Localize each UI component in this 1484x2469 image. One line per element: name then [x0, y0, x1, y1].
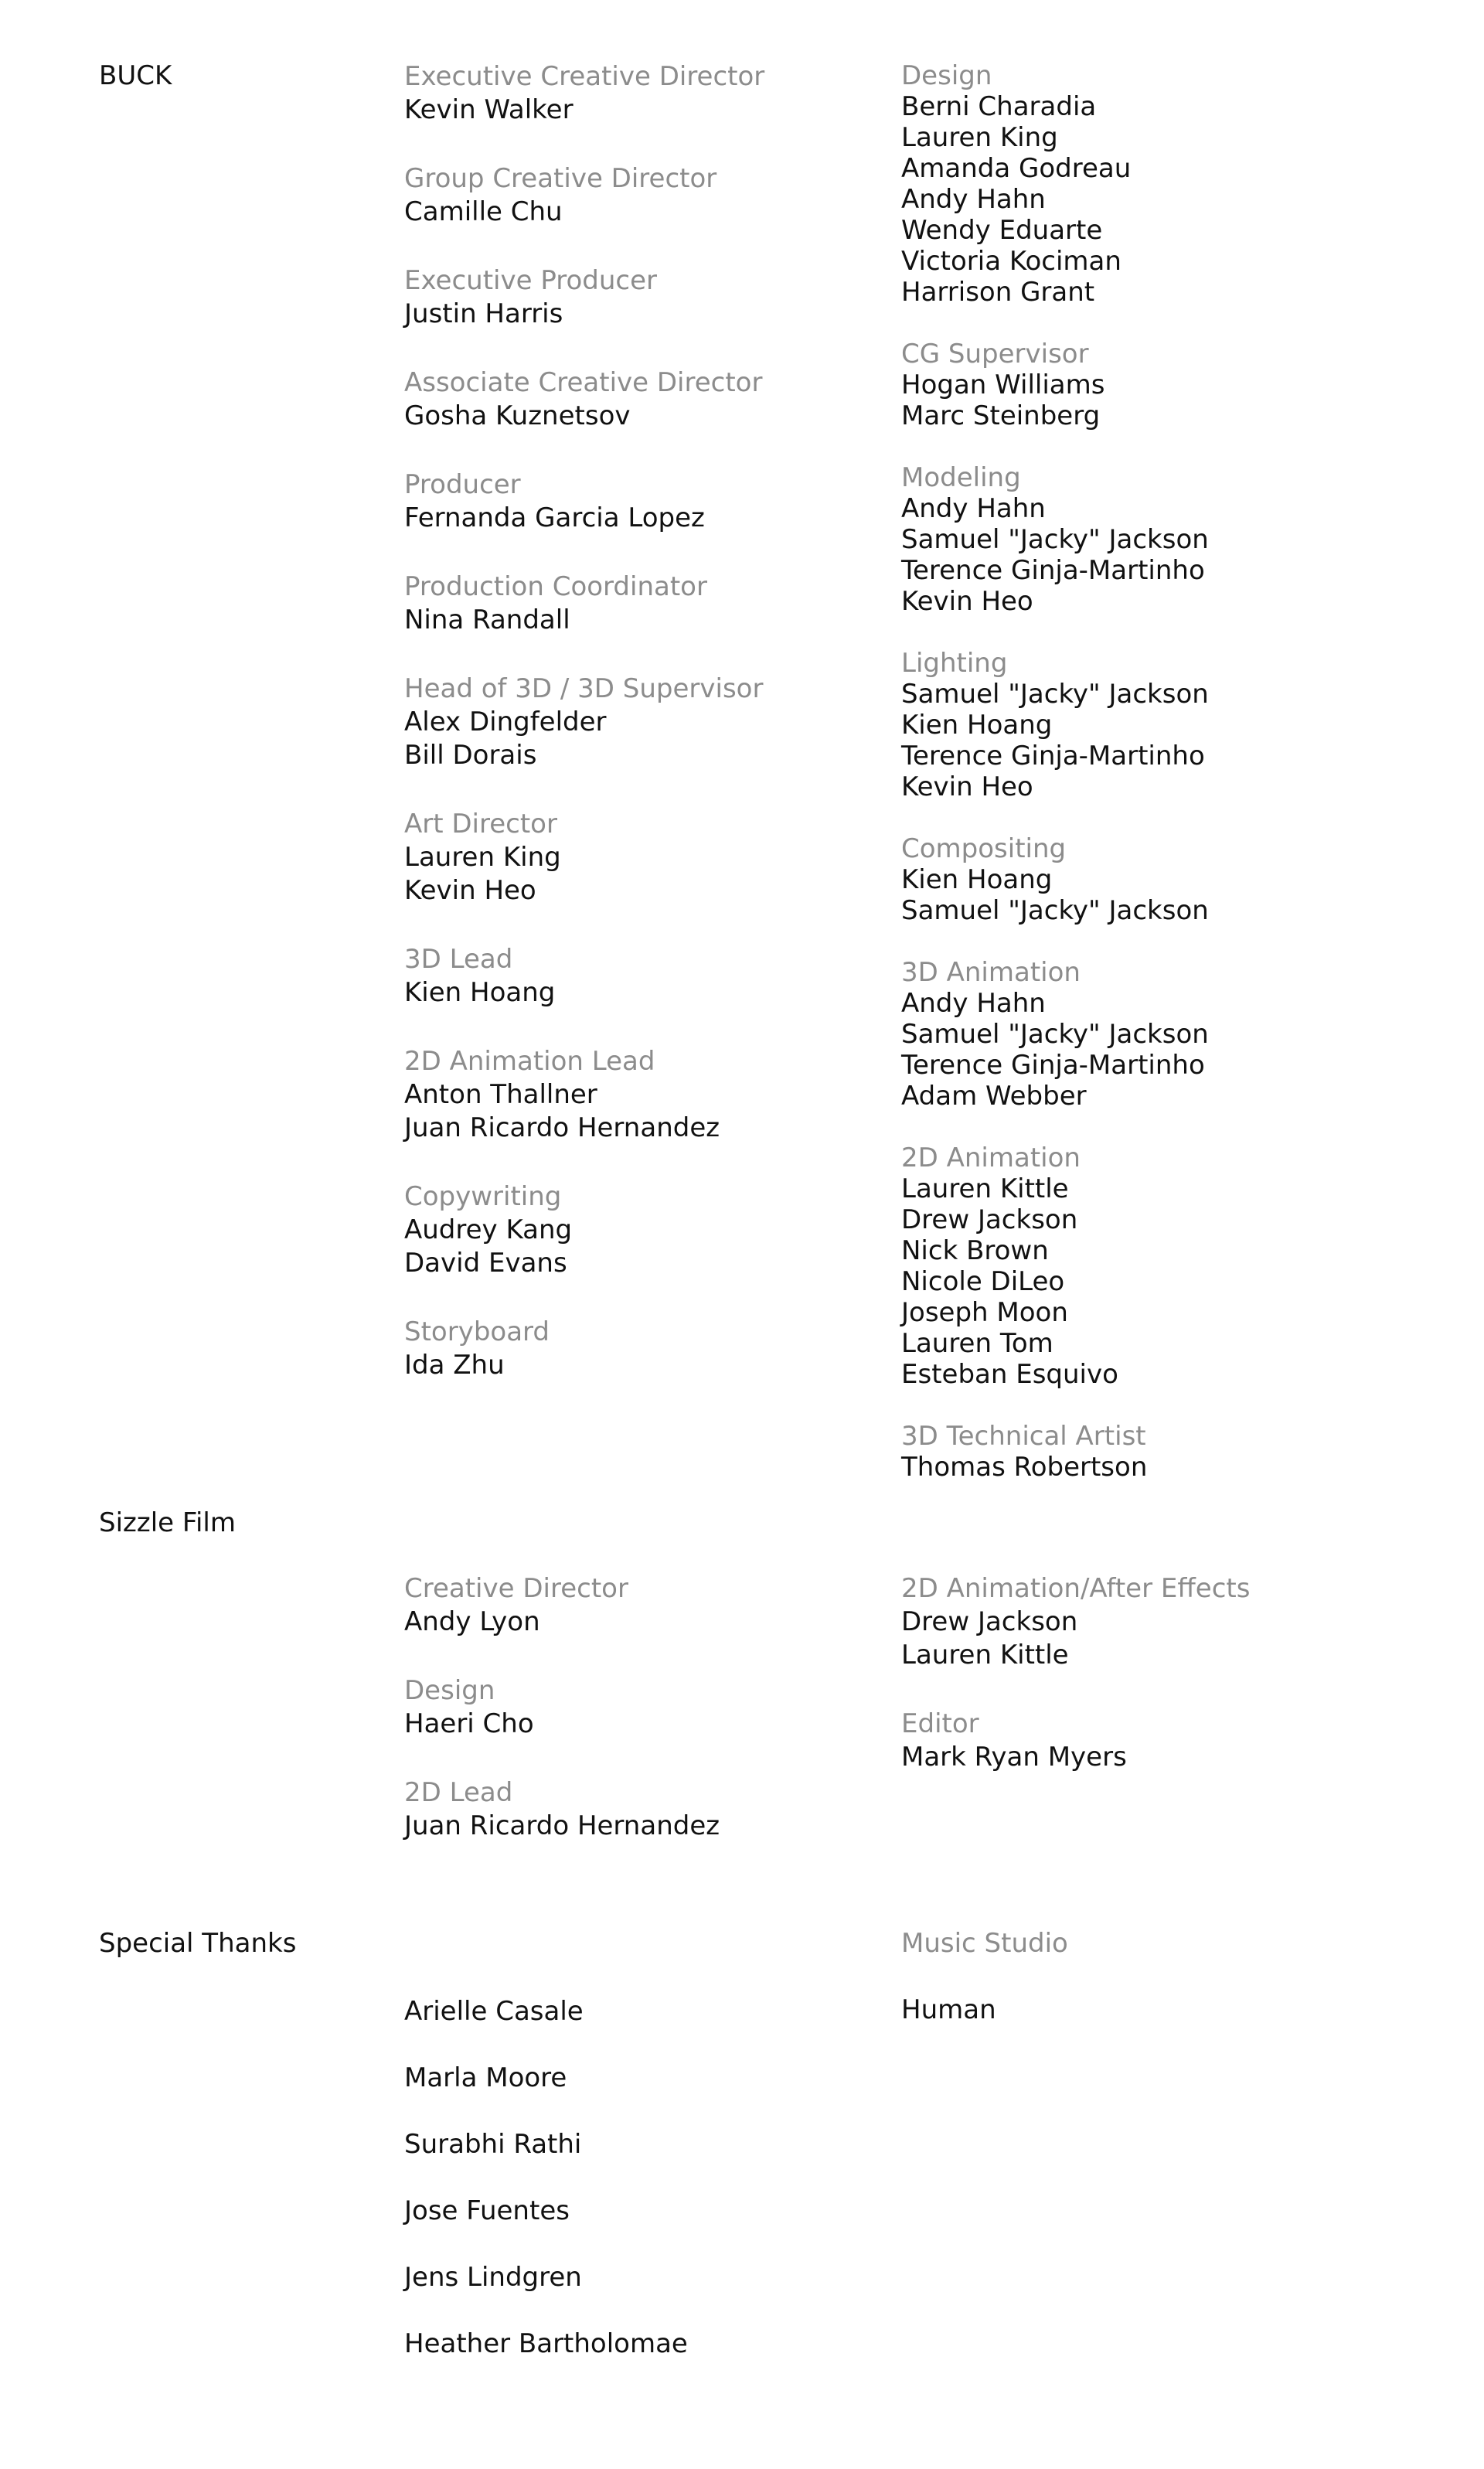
- buck-left-column: [404, 60, 868, 1418]
- credit-group: [901, 1708, 1442, 1774]
- credit-name: Audrey Kang: [404, 1214, 573, 1245]
- credit-role: Executive Creative Director: [404, 61, 765, 92]
- credit-role: CG Supervisor: [901, 339, 1089, 369]
- credit-name: Samuel "Jacky" Jackson: [901, 679, 1209, 710]
- section-title-buck: BUCK: [99, 60, 172, 91]
- credit-group: [404, 808, 868, 908]
- credit-group: [901, 833, 1442, 926]
- credit-name: Ida Zhu: [404, 1350, 505, 1381]
- credit-group: [404, 1316, 868, 1382]
- credit-name: Terence Ginja-Martinho: [901, 1050, 1205, 1081]
- music-studio-block: [901, 1928, 1442, 2025]
- credit-name: Kien Hoang: [901, 864, 1053, 895]
- credit-group: [404, 1776, 868, 1843]
- credit-group: [901, 1572, 1442, 1672]
- credit-group: [901, 339, 1442, 431]
- credit-name: Andy Hahn: [901, 184, 1046, 215]
- credit-name: Mark Ryan Myers: [901, 1742, 1127, 1773]
- credit-name: Kien Hoang: [404, 977, 556, 1008]
- credit-group: [404, 943, 868, 1010]
- special-thanks-name: Marla Moore: [404, 2062, 567, 2093]
- credit-role: Art Director: [404, 809, 557, 839]
- credit-name: Gosha Kuznetsov: [404, 400, 631, 431]
- credit-role: Production Coordinator: [404, 571, 707, 602]
- section-title-sizzle-film: Sizzle Film: [99, 1507, 236, 1538]
- credit-name: Lauren King: [901, 122, 1058, 153]
- credit-name: Drew Jackson: [901, 1606, 1078, 1637]
- buck-right-column: [901, 60, 1442, 1514]
- credit-role: 2D Lead: [404, 1777, 513, 1808]
- credit-name: Kevin Walker: [404, 94, 574, 125]
- credit-name: Kevin Heo: [404, 875, 536, 906]
- credit-name: David Evans: [404, 1248, 567, 1279]
- credit-group: [404, 1572, 868, 1639]
- credit-name: Adam Webber: [901, 1081, 1087, 1112]
- credit-name: Nina Randall: [404, 604, 570, 635]
- credit-name: Lauren Kittle: [901, 1173, 1069, 1204]
- credit-group: [404, 1045, 868, 1145]
- credit-role: Editor: [901, 1708, 979, 1739]
- special-thanks-name: Jose Fuentes: [404, 2195, 570, 2226]
- credit-role: Associate Creative Director: [404, 367, 763, 398]
- credit-name: Lauren Kittle: [901, 1640, 1069, 1670]
- credit-name: Lauren King: [404, 842, 561, 873]
- credit-name: Terence Ginja-Martinho: [901, 741, 1205, 771]
- credit-group: [404, 366, 868, 433]
- credit-name: Kien Hoang: [901, 710, 1053, 741]
- credit-group: [901, 1143, 1442, 1390]
- credit-role: 2D Animation/After Effects: [901, 1573, 1251, 1604]
- credit-name: Samuel "Jacky" Jackson: [901, 895, 1209, 926]
- credit-group: [404, 468, 868, 535]
- credit-role: 2D Animation: [901, 1143, 1081, 1173]
- credit-name: Bill Dorais: [404, 740, 537, 771]
- credit-role: Storyboard: [404, 1316, 550, 1347]
- special-thanks-name: Arielle Casale: [404, 1996, 584, 2027]
- credit-name: Andy Lyon: [404, 1606, 540, 1637]
- credit-group: [404, 264, 868, 331]
- credit-name: Esteban Esquivo: [901, 1359, 1118, 1390]
- credit-role: 3D Technical Artist: [901, 1421, 1146, 1452]
- special-thanks-name: Jens Lindgren: [404, 2262, 582, 2293]
- credit-group: [901, 648, 1442, 802]
- credit-name: Camille Chu: [404, 196, 563, 227]
- credit-role: Modeling: [901, 462, 1021, 493]
- credit-name: Alex Dingfelder: [404, 707, 607, 737]
- credit-name: Amanda Godreau: [901, 153, 1132, 184]
- credit-role: Copywriting: [404, 1181, 562, 1212]
- credit-name: Nicole DiLeo: [901, 1266, 1065, 1297]
- credit-role: Design: [404, 1675, 495, 1706]
- credit-name: Samuel "Jacky" Jackson: [901, 1019, 1209, 1050]
- credit-name: Victoria Kociman: [901, 246, 1122, 277]
- section-title-special-thanks: Special Thanks: [99, 1928, 297, 1959]
- credit-name: Human: [901, 1994, 996, 2025]
- credit-name: Marc Steinberg: [901, 400, 1101, 431]
- credit-name: Joseph Moon: [901, 1297, 1068, 1328]
- credit-group: [404, 1674, 868, 1741]
- credit-group: [404, 162, 868, 229]
- credit-role: 3D Lead: [404, 944, 513, 975]
- credit-name: Andy Hahn: [901, 493, 1046, 524]
- credit-name: Lauren Tom: [901, 1328, 1053, 1359]
- credit-name: Juan Ricardo Hernandez: [404, 1810, 720, 1841]
- credit-role: 3D Animation: [901, 957, 1081, 988]
- credit-name: Nick Brown: [901, 1235, 1049, 1266]
- credit-group: [901, 957, 1442, 1112]
- special-thanks-name: Surabhi Rathi: [404, 2129, 582, 2160]
- credit-name: Wendy Eduarte: [901, 215, 1103, 246]
- credit-name: Samuel "Jacky" Jackson: [901, 524, 1209, 555]
- credit-name: Fernanda Garcia Lopez: [404, 502, 705, 533]
- credit-role: Executive Producer: [404, 265, 658, 296]
- credit-role: Head of 3D / 3D Supervisor: [404, 673, 764, 704]
- credit-role: Producer: [404, 469, 521, 500]
- credit-name: Justin Harris: [404, 298, 563, 329]
- credit-name: Juan Ricardo Hernandez: [404, 1112, 720, 1143]
- credit-group: [901, 462, 1442, 617]
- credit-name: Haeri Cho: [404, 1708, 534, 1739]
- credit-group: [901, 60, 1442, 308]
- credit-name: Harrison Grant: [901, 277, 1095, 308]
- credit-role: Music Studio: [901, 1928, 1068, 1959]
- credit-group: [404, 1180, 868, 1280]
- credit-group: [901, 1421, 1442, 1483]
- credit-name: Berni Charadia: [901, 91, 1097, 122]
- credit-name: Anton Thallner: [404, 1079, 597, 1110]
- credit-name: Drew Jackson: [901, 1204, 1078, 1235]
- credit-name: Thomas Robertson: [901, 1452, 1148, 1483]
- credit-role: 2D Animation Lead: [404, 1046, 655, 1077]
- special-thanks-list: [404, 1996, 868, 2395]
- credit-role: Group Creative Director: [404, 163, 717, 194]
- credit-role: Compositing: [901, 833, 1067, 864]
- credit-name: Hogan Williams: [901, 369, 1105, 400]
- credit-group: [404, 60, 868, 127]
- sizzle-right-column: [901, 1572, 1442, 1810]
- credit-group: [404, 570, 868, 637]
- credit-role: Design: [901, 60, 992, 91]
- credit-name: Kevin Heo: [901, 586, 1033, 617]
- credit-role: Lighting: [901, 648, 1008, 679]
- credit-role: Creative Director: [404, 1573, 628, 1604]
- credit-name: Kevin Heo: [901, 771, 1033, 802]
- credit-name: Terence Ginja-Martinho: [901, 555, 1205, 586]
- credit-group: [404, 673, 868, 772]
- credit-name: Andy Hahn: [901, 988, 1046, 1019]
- sizzle-left-column: [404, 1572, 868, 1878]
- special-thanks-name: Heather Bartholomae: [404, 2328, 688, 2359]
